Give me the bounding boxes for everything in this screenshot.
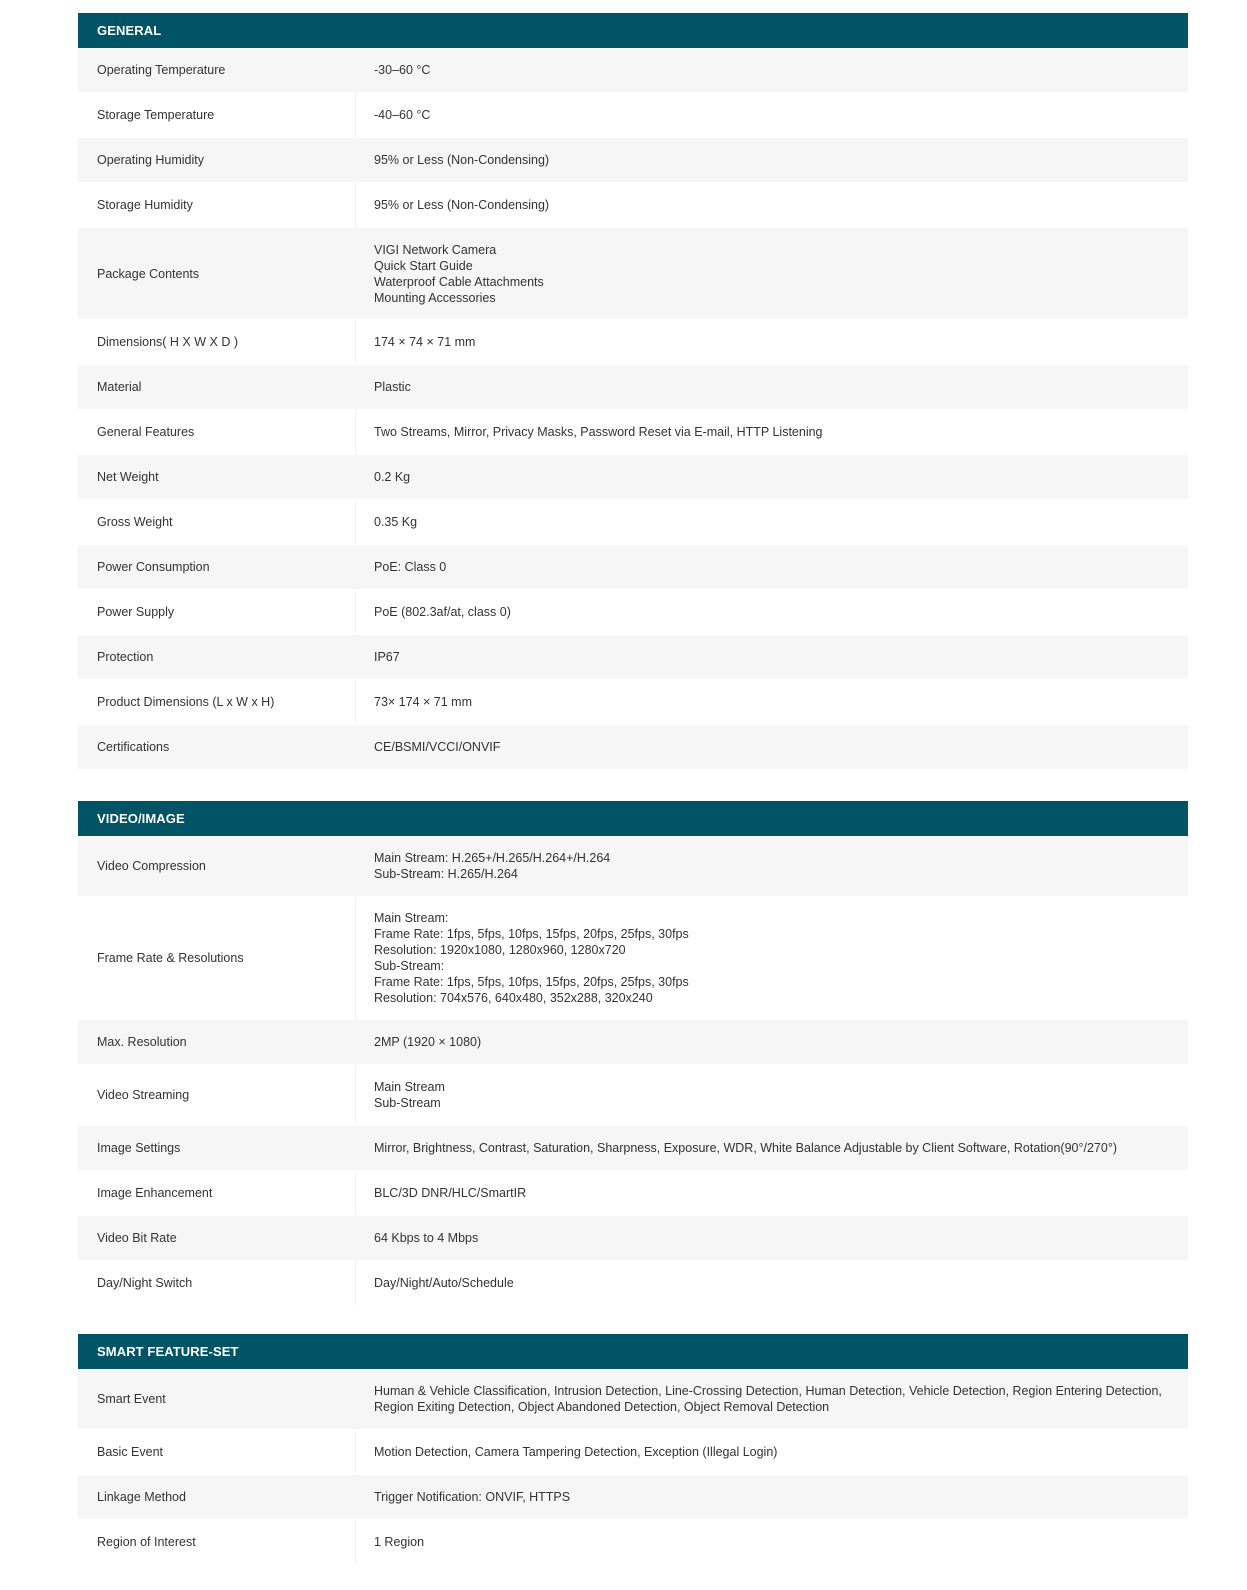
spec-value bbox=[356, 1065, 1188, 1125]
spec-value bbox=[356, 680, 1188, 724]
spec-row bbox=[78, 48, 1188, 93]
spec-label: General Features bbox=[78, 410, 356, 454]
spec-label: Video Compression bbox=[97, 859, 206, 873]
spec-label: Video Bit Rate bbox=[97, 1231, 177, 1245]
spec-value bbox=[356, 1430, 1188, 1474]
spec-value-line: 2MP (1920 × 1080) bbox=[374, 1035, 482, 1049]
spec-row bbox=[78, 1475, 1188, 1520]
spec-value-line: Day/Night/Auto/Schedule bbox=[374, 1276, 514, 1290]
spec-value bbox=[356, 1261, 1188, 1305]
section-video-image bbox=[78, 801, 1188, 1306]
spec-label: Power Consumption bbox=[97, 560, 210, 574]
spec-value-line: Frame Rate: 1fps, 5fps, 10fps, 15fps, 20fps, 25fps, 30fps bbox=[374, 927, 689, 941]
spec-label: Material bbox=[97, 380, 142, 394]
spec-value-line: Main Stream: H.265+/H.265/H.264+/H.264 bbox=[374, 851, 611, 865]
spec-value-line: BLC/3D DNR/HLC/SmartIR bbox=[374, 1186, 527, 1200]
spec-value-line: -40–60 °C bbox=[374, 108, 431, 122]
spec-value-line: 174 × 74 × 71 mm bbox=[374, 335, 476, 349]
spec-label: Net Weight bbox=[97, 470, 159, 484]
spec-value-line: 95% or Less (Non-Condensing) bbox=[374, 153, 550, 167]
spec-value-line: 1 Region bbox=[374, 1535, 425, 1549]
spec-value bbox=[356, 228, 1188, 319]
spec-label: Video Streaming bbox=[78, 1065, 356, 1125]
spec-value bbox=[356, 545, 1188, 589]
spec-row bbox=[78, 228, 1188, 320]
spec-value-line: Waterproof Cable Attachments bbox=[374, 274, 544, 289]
spec-row bbox=[78, 1171, 1188, 1216]
spec-value-line: Trigger Notification: ONVIF, HTTPS bbox=[374, 1490, 571, 1504]
spec-row bbox=[78, 725, 1188, 770]
spec-value bbox=[356, 183, 1188, 227]
spec-row bbox=[78, 897, 1188, 1020]
spec-value bbox=[356, 500, 1188, 544]
spec-value-line: Main Stream: bbox=[374, 911, 449, 925]
spec-value-line: Sub-Stream: H.265/H.264 bbox=[374, 867, 518, 881]
spec-value-line: 0.2 Kg bbox=[374, 470, 411, 484]
spec-value bbox=[356, 590, 1188, 634]
spec-label: Dimensions( H X W X D ) bbox=[78, 320, 356, 364]
spec-row bbox=[78, 1126, 1188, 1171]
spec-label: Operating Temperature bbox=[97, 63, 226, 77]
spec-value bbox=[356, 93, 1188, 137]
spec-value-line: Resolution: 1920x1080, 1280x960, 1280x720 bbox=[374, 943, 626, 957]
spec-row bbox=[78, 1430, 1188, 1475]
spec-row bbox=[78, 93, 1188, 138]
spec-value-line: PoE: Class 0 bbox=[374, 560, 447, 574]
spec-value bbox=[356, 455, 1188, 499]
spec-label: Storage Humidity bbox=[78, 183, 356, 227]
spec-label: Frame Rate & Resolutions bbox=[78, 897, 356, 1019]
spec-row bbox=[78, 183, 1188, 228]
spec-value-line: 0.35 Kg bbox=[374, 515, 418, 529]
spec-value-line: Human & Vehicle Classification, Intrusion Detection, Line-Crossing Detection, Human Detection, Vehicle Detection, Region Entering Detection, bbox=[374, 1384, 1162, 1398]
spec-value bbox=[356, 410, 1188, 454]
spec-row bbox=[78, 1261, 1188, 1306]
spec-value-line: Region Exiting Detection, Object Abandoned Detection, Object Removal Detection bbox=[374, 1400, 830, 1414]
section-title: VIDEO/IMAGE bbox=[78, 801, 1188, 836]
spec-value-line: Motion Detection, Camera Tampering Detection, Exception (Illegal Login) bbox=[374, 1445, 778, 1459]
spec-label: Image Settings bbox=[97, 1141, 181, 1155]
spec-value-line: Sub-Stream bbox=[374, 1096, 441, 1110]
spec-row bbox=[78, 680, 1188, 725]
spec-row bbox=[78, 138, 1188, 183]
spec-row bbox=[78, 1020, 1188, 1065]
spec-value-line: Frame Rate: 1fps, 5fps, 10fps, 15fps, 20fps, 25fps, 30fps bbox=[374, 975, 689, 989]
spec-value bbox=[356, 897, 1188, 1019]
spec-value bbox=[356, 1216, 1188, 1260]
spec-value-line: Two Streams, Mirror, Privacy Masks, Password Reset via E-mail, HTTP Listening bbox=[374, 425, 823, 439]
spec-value bbox=[356, 1475, 1188, 1519]
spec-label: Gross Weight bbox=[78, 500, 356, 544]
spec-row bbox=[78, 1216, 1188, 1261]
spec-value bbox=[356, 1126, 1188, 1170]
spec-value-line: PoE (802.3af/at, class 0) bbox=[374, 605, 511, 619]
spec-label: Storage Temperature bbox=[78, 93, 356, 137]
spec-label: Power Supply bbox=[78, 590, 356, 634]
spec-row bbox=[78, 545, 1188, 590]
spec-row bbox=[78, 836, 1188, 897]
spec-row bbox=[78, 1520, 1188, 1565]
spec-label: Product Dimensions (L x W x H) bbox=[78, 680, 356, 724]
spec-label: Day/Night Switch bbox=[78, 1261, 356, 1305]
section-title: GENERAL bbox=[78, 13, 1188, 48]
spec-value-line: Resolution: 704x576, 640x480, 352x288, 320x240 bbox=[374, 991, 653, 1005]
spec-row bbox=[78, 410, 1188, 455]
spec-value bbox=[356, 836, 1188, 896]
spec-row bbox=[78, 455, 1188, 500]
spec-value-line: 73× 174 × 71 mm bbox=[374, 695, 472, 709]
spec-label: Basic Event bbox=[78, 1430, 356, 1474]
spec-label: Certifications bbox=[97, 740, 170, 754]
spec-label: Image Enhancement bbox=[78, 1171, 356, 1215]
spec-label: Operating Humidity bbox=[97, 153, 204, 167]
spec-value bbox=[356, 1171, 1188, 1215]
spec-value bbox=[356, 138, 1188, 182]
spec-value bbox=[356, 635, 1188, 679]
spec-value-line: VIGI Network Camera bbox=[374, 242, 497, 257]
spec-value-line: Plastic bbox=[374, 380, 411, 394]
spec-label: Package Contents bbox=[97, 266, 200, 281]
spec-label: Linkage Method bbox=[97, 1490, 186, 1504]
spec-label: Max. Resolution bbox=[97, 1035, 187, 1049]
spec-value-line: Sub-Stream: bbox=[374, 959, 445, 973]
spec-value-line: Quick Start Guide bbox=[374, 258, 473, 273]
spec-row bbox=[78, 1065, 1188, 1126]
spec-value-line: Main Stream bbox=[374, 1080, 445, 1094]
spec-label: Region of Interest bbox=[78, 1520, 356, 1564]
spec-row bbox=[78, 500, 1188, 545]
spec-label: Smart Event bbox=[97, 1392, 166, 1406]
spec-label: Protection bbox=[97, 650, 154, 664]
spec-value-line: Mounting Accessories bbox=[374, 290, 496, 305]
spec-row bbox=[78, 635, 1188, 680]
spec-value-line: 64 Kbps to 4 Mbps bbox=[374, 1231, 479, 1245]
spec-value bbox=[356, 1020, 1188, 1064]
spec-value-line: Mirror, Brightness, Contrast, Saturation, Sharpness, Exposure, WDR, White Balance Adjustable by Client Software, Rotation(90°/270°) bbox=[374, 1141, 1117, 1155]
spec-value-line: CE/BSMI/VCCI/ONVIF bbox=[374, 740, 501, 754]
spec-row bbox=[78, 320, 1188, 365]
spec-row bbox=[78, 365, 1188, 410]
spec-value bbox=[356, 725, 1188, 769]
spec-row bbox=[78, 590, 1188, 635]
spec-value bbox=[356, 320, 1188, 364]
spec-value bbox=[356, 1369, 1188, 1429]
section-smart-feature-set bbox=[78, 1334, 1188, 1565]
spec-value bbox=[356, 365, 1188, 409]
spec-value-line: IP67 bbox=[374, 650, 400, 664]
section-title: SMART FEATURE-SET bbox=[78, 1334, 1188, 1369]
spec-value bbox=[356, 1520, 1188, 1564]
spec-row bbox=[78, 1369, 1188, 1430]
spec-value-line: 95% or Less (Non-Condensing) bbox=[374, 198, 550, 212]
spec-value bbox=[356, 48, 1188, 92]
section-general bbox=[78, 13, 1188, 770]
spec-value-line: -30–60 °C bbox=[374, 63, 431, 77]
